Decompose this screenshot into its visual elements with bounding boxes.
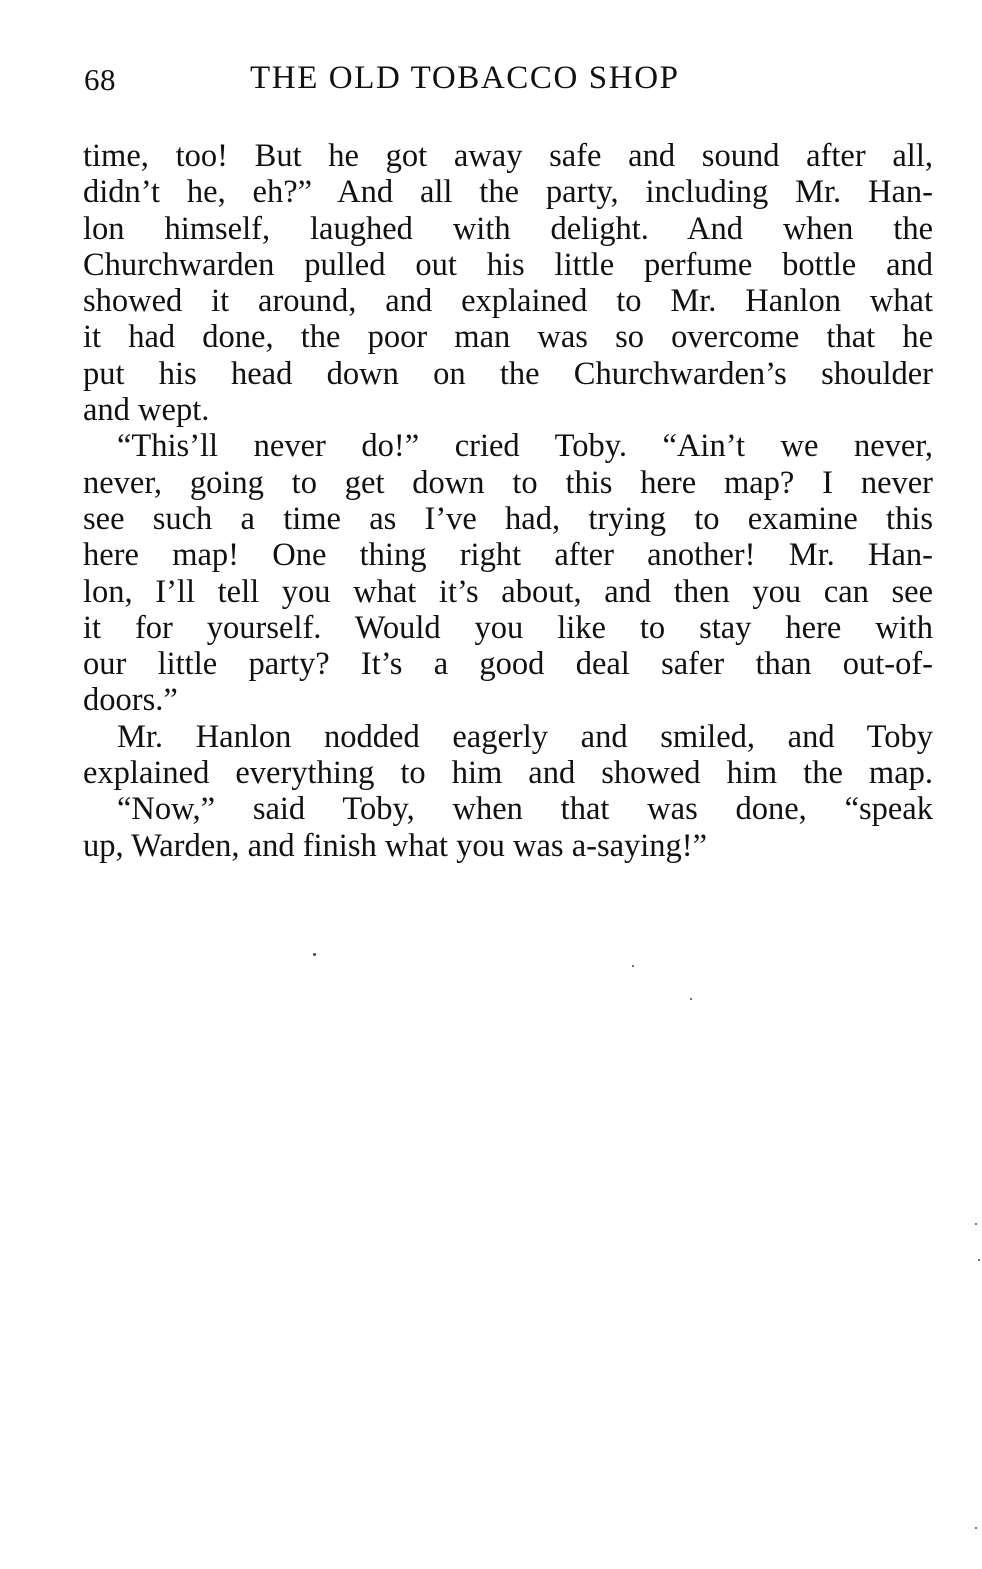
text-line: doors.” — [83, 682, 178, 719]
text-line: put his head down on the Churchwarden’s shoulder — [83, 355, 933, 392]
text-line: here map! One thing right after another! Mr. Han- — [83, 537, 933, 574]
text-line: didn’t he, eh?” And all the party, including Mr. Han- — [83, 174, 933, 211]
text-line: it had done, the poor man was so overcome that he — [83, 319, 933, 356]
body-text — [83, 138, 933, 864]
text-line: never, going to get down to this here map? I never — [83, 464, 933, 501]
scan-speck — [690, 998, 692, 1000]
text-line: showed it around, and explained to Mr. Hanlon what — [83, 283, 933, 320]
text-line: explained everything to him and showed him the map. — [83, 755, 933, 792]
text-line: “This’ll never do!” cried Toby. “Ain’t we never, — [117, 428, 933, 465]
text-line: up, Warden, and finish what you was a-saying!” — [83, 827, 708, 864]
scan-speck — [975, 1223, 977, 1225]
text-line: it for yourself. Would you like to stay here with — [83, 609, 933, 646]
scan-speck — [632, 965, 634, 967]
text-line: lon himself, laughed with delight. And when the — [83, 210, 933, 247]
text-line: “Now,” said Toby, when that was done, “speak — [117, 791, 933, 828]
running-head-title: THE OLD TOBACCO SHOP — [250, 60, 680, 96]
scan-speck — [975, 1527, 977, 1529]
text-line: time, too! But he got away safe and sound after all, — [83, 138, 933, 174]
text-line: Churchwarden pulled out his little perfume bottle and — [83, 246, 933, 283]
page-header — [84, 60, 784, 110]
text-line: see such a time as I’ve had, trying to examine this — [83, 500, 933, 537]
scan-speck — [313, 953, 316, 956]
text-line: and wept. — [83, 392, 210, 429]
text-line: Mr. Hanlon nodded eagerly and smiled, and Toby — [117, 718, 933, 755]
text-line: lon, I’ll tell you what it’s about, and then you can see — [83, 573, 933, 610]
page-number: 68 — [84, 62, 116, 97]
text-line: our little party? It’s a good deal safer than out-of- — [83, 646, 933, 683]
scan-speck — [978, 1259, 980, 1261]
